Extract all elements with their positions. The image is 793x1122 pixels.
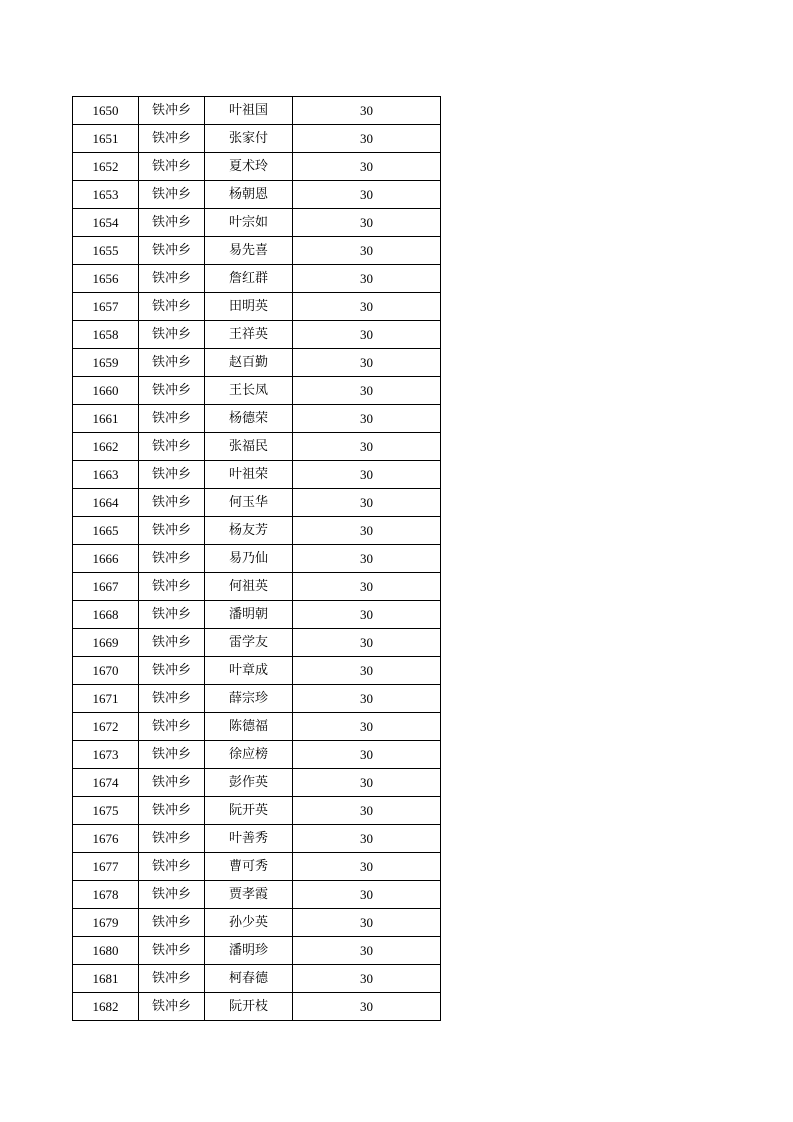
person-name-cell: 徐应榜 (205, 741, 293, 769)
amount-cell: 30 (293, 433, 441, 461)
row-number-cell: 1670 (73, 657, 139, 685)
amount-cell: 30 (293, 377, 441, 405)
township-cell: 铁冲乡 (139, 573, 205, 601)
person-name-cell: 赵百勤 (205, 349, 293, 377)
amount-cell: 30 (293, 629, 441, 657)
person-name-cell: 阮开枝 (205, 993, 293, 1021)
township-cell: 铁冲乡 (139, 601, 205, 629)
table-row (73, 349, 441, 377)
person-name-cell: 张家付 (205, 125, 293, 153)
township-cell: 铁冲乡 (139, 237, 205, 265)
person-name-cell: 薛宗珍 (205, 685, 293, 713)
township-cell: 铁冲乡 (139, 545, 205, 573)
township-cell: 铁冲乡 (139, 657, 205, 685)
person-name-cell: 彭作英 (205, 769, 293, 797)
person-name-cell: 曹可秀 (205, 853, 293, 881)
amount-cell: 30 (293, 321, 441, 349)
table-row (73, 153, 441, 181)
table-row (73, 965, 441, 993)
person-name-cell: 贾孝霞 (205, 881, 293, 909)
row-number-cell: 1658 (73, 321, 139, 349)
row-number-cell: 1660 (73, 377, 139, 405)
person-name-cell: 杨友芳 (205, 517, 293, 545)
amount-cell: 30 (293, 937, 441, 965)
row-number-cell: 1669 (73, 629, 139, 657)
township-cell: 铁冲乡 (139, 741, 205, 769)
township-cell: 铁冲乡 (139, 909, 205, 937)
township-cell: 铁冲乡 (139, 321, 205, 349)
table-row (73, 181, 441, 209)
table-row (73, 993, 441, 1021)
amount-cell: 30 (293, 965, 441, 993)
amount-cell: 30 (293, 657, 441, 685)
row-number-cell: 1655 (73, 237, 139, 265)
row-number-cell: 1680 (73, 937, 139, 965)
row-number-cell: 1678 (73, 881, 139, 909)
table-row (73, 825, 441, 853)
table-row (73, 853, 441, 881)
table-row (73, 657, 441, 685)
amount-cell: 30 (293, 97, 441, 125)
table-row (73, 601, 441, 629)
township-cell: 铁冲乡 (139, 881, 205, 909)
township-cell: 铁冲乡 (139, 97, 205, 125)
row-number-cell: 1665 (73, 517, 139, 545)
person-name-cell: 张福民 (205, 433, 293, 461)
table-row (73, 209, 441, 237)
roster-body (73, 97, 441, 1021)
person-name-cell: 潘明朝 (205, 601, 293, 629)
row-number-cell: 1672 (73, 713, 139, 741)
person-name-cell: 杨朝恩 (205, 181, 293, 209)
amount-cell: 30 (293, 181, 441, 209)
township-cell: 铁冲乡 (139, 993, 205, 1021)
row-number-cell: 1671 (73, 685, 139, 713)
table-row (73, 937, 441, 965)
person-name-cell: 柯春德 (205, 965, 293, 993)
township-cell: 铁冲乡 (139, 685, 205, 713)
amount-cell: 30 (293, 209, 441, 237)
row-number-cell: 1662 (73, 433, 139, 461)
person-name-cell: 田明英 (205, 293, 293, 321)
person-name-cell: 何玉华 (205, 489, 293, 517)
roster-table (72, 96, 441, 1021)
township-cell: 铁冲乡 (139, 209, 205, 237)
table-row (73, 573, 441, 601)
amount-cell: 30 (293, 573, 441, 601)
amount-cell: 30 (293, 265, 441, 293)
row-number-cell: 1666 (73, 545, 139, 573)
amount-cell: 30 (293, 881, 441, 909)
amount-cell: 30 (293, 685, 441, 713)
row-number-cell: 1674 (73, 769, 139, 797)
amount-cell: 30 (293, 489, 441, 517)
person-name-cell: 孙少英 (205, 909, 293, 937)
amount-cell: 30 (293, 769, 441, 797)
row-number-cell: 1664 (73, 489, 139, 517)
amount-cell: 30 (293, 825, 441, 853)
person-name-cell: 叶祖荣 (205, 461, 293, 489)
township-cell: 铁冲乡 (139, 965, 205, 993)
table-row (73, 769, 441, 797)
person-name-cell: 叶善秀 (205, 825, 293, 853)
table-row (73, 489, 441, 517)
row-number-cell: 1677 (73, 853, 139, 881)
row-number-cell: 1676 (73, 825, 139, 853)
township-cell: 铁冲乡 (139, 433, 205, 461)
table-row (73, 377, 441, 405)
table-row (73, 405, 441, 433)
amount-cell: 30 (293, 601, 441, 629)
township-cell: 铁冲乡 (139, 153, 205, 181)
row-number-cell: 1652 (73, 153, 139, 181)
table-row (73, 545, 441, 573)
amount-cell: 30 (293, 909, 441, 937)
row-number-cell: 1656 (73, 265, 139, 293)
row-number-cell: 1667 (73, 573, 139, 601)
table-row (73, 629, 441, 657)
amount-cell: 30 (293, 461, 441, 489)
table-row (73, 321, 441, 349)
table-row (73, 909, 441, 937)
amount-cell: 30 (293, 349, 441, 377)
amount-cell: 30 (293, 853, 441, 881)
township-cell: 铁冲乡 (139, 125, 205, 153)
row-number-cell: 1657 (73, 293, 139, 321)
amount-cell: 30 (293, 405, 441, 433)
row-number-cell: 1681 (73, 965, 139, 993)
row-number-cell: 1682 (73, 993, 139, 1021)
person-name-cell: 潘明珍 (205, 937, 293, 965)
amount-cell: 30 (293, 993, 441, 1021)
table-row (73, 97, 441, 125)
person-name-cell: 易先喜 (205, 237, 293, 265)
table-row (73, 797, 441, 825)
table-row (73, 461, 441, 489)
row-number-cell: 1673 (73, 741, 139, 769)
person-name-cell: 王祥英 (205, 321, 293, 349)
township-cell: 铁冲乡 (139, 489, 205, 517)
person-name-cell: 王长凤 (205, 377, 293, 405)
person-name-cell: 陈德福 (205, 713, 293, 741)
row-number-cell: 1675 (73, 797, 139, 825)
row-number-cell: 1668 (73, 601, 139, 629)
table-row (73, 237, 441, 265)
table-row (73, 517, 441, 545)
township-cell: 铁冲乡 (139, 517, 205, 545)
table-row (73, 265, 441, 293)
row-number-cell: 1654 (73, 209, 139, 237)
township-cell: 铁冲乡 (139, 349, 205, 377)
table-row (73, 741, 441, 769)
township-cell: 铁冲乡 (139, 181, 205, 209)
township-cell: 铁冲乡 (139, 265, 205, 293)
township-cell: 铁冲乡 (139, 769, 205, 797)
person-name-cell: 杨德荣 (205, 405, 293, 433)
township-cell: 铁冲乡 (139, 797, 205, 825)
row-number-cell: 1661 (73, 405, 139, 433)
person-name-cell: 叶章成 (205, 657, 293, 685)
table-row (73, 125, 441, 153)
township-cell: 铁冲乡 (139, 293, 205, 321)
township-cell: 铁冲乡 (139, 629, 205, 657)
person-name-cell: 雷学友 (205, 629, 293, 657)
amount-cell: 30 (293, 517, 441, 545)
township-cell: 铁冲乡 (139, 377, 205, 405)
amount-cell: 30 (293, 153, 441, 181)
row-number-cell: 1651 (73, 125, 139, 153)
table-row (73, 293, 441, 321)
person-name-cell: 何祖英 (205, 573, 293, 601)
person-name-cell: 叶宗如 (205, 209, 293, 237)
amount-cell: 30 (293, 797, 441, 825)
amount-cell: 30 (293, 545, 441, 573)
person-name-cell: 詹红群 (205, 265, 293, 293)
row-number-cell: 1679 (73, 909, 139, 937)
township-cell: 铁冲乡 (139, 825, 205, 853)
row-number-cell: 1663 (73, 461, 139, 489)
person-name-cell: 叶祖国 (205, 97, 293, 125)
township-cell: 铁冲乡 (139, 461, 205, 489)
table-row (73, 433, 441, 461)
row-number-cell: 1659 (73, 349, 139, 377)
amount-cell: 30 (293, 237, 441, 265)
row-number-cell: 1653 (73, 181, 139, 209)
amount-cell: 30 (293, 741, 441, 769)
person-name-cell: 易乃仙 (205, 545, 293, 573)
table-row (73, 713, 441, 741)
amount-cell: 30 (293, 713, 441, 741)
row-number-cell: 1650 (73, 97, 139, 125)
table-row (73, 881, 441, 909)
person-name-cell: 阮开英 (205, 797, 293, 825)
township-cell: 铁冲乡 (139, 713, 205, 741)
amount-cell: 30 (293, 293, 441, 321)
table-row (73, 685, 441, 713)
township-cell: 铁冲乡 (139, 853, 205, 881)
amount-cell: 30 (293, 125, 441, 153)
person-name-cell: 夏术玲 (205, 153, 293, 181)
township-cell: 铁冲乡 (139, 405, 205, 433)
township-cell: 铁冲乡 (139, 937, 205, 965)
